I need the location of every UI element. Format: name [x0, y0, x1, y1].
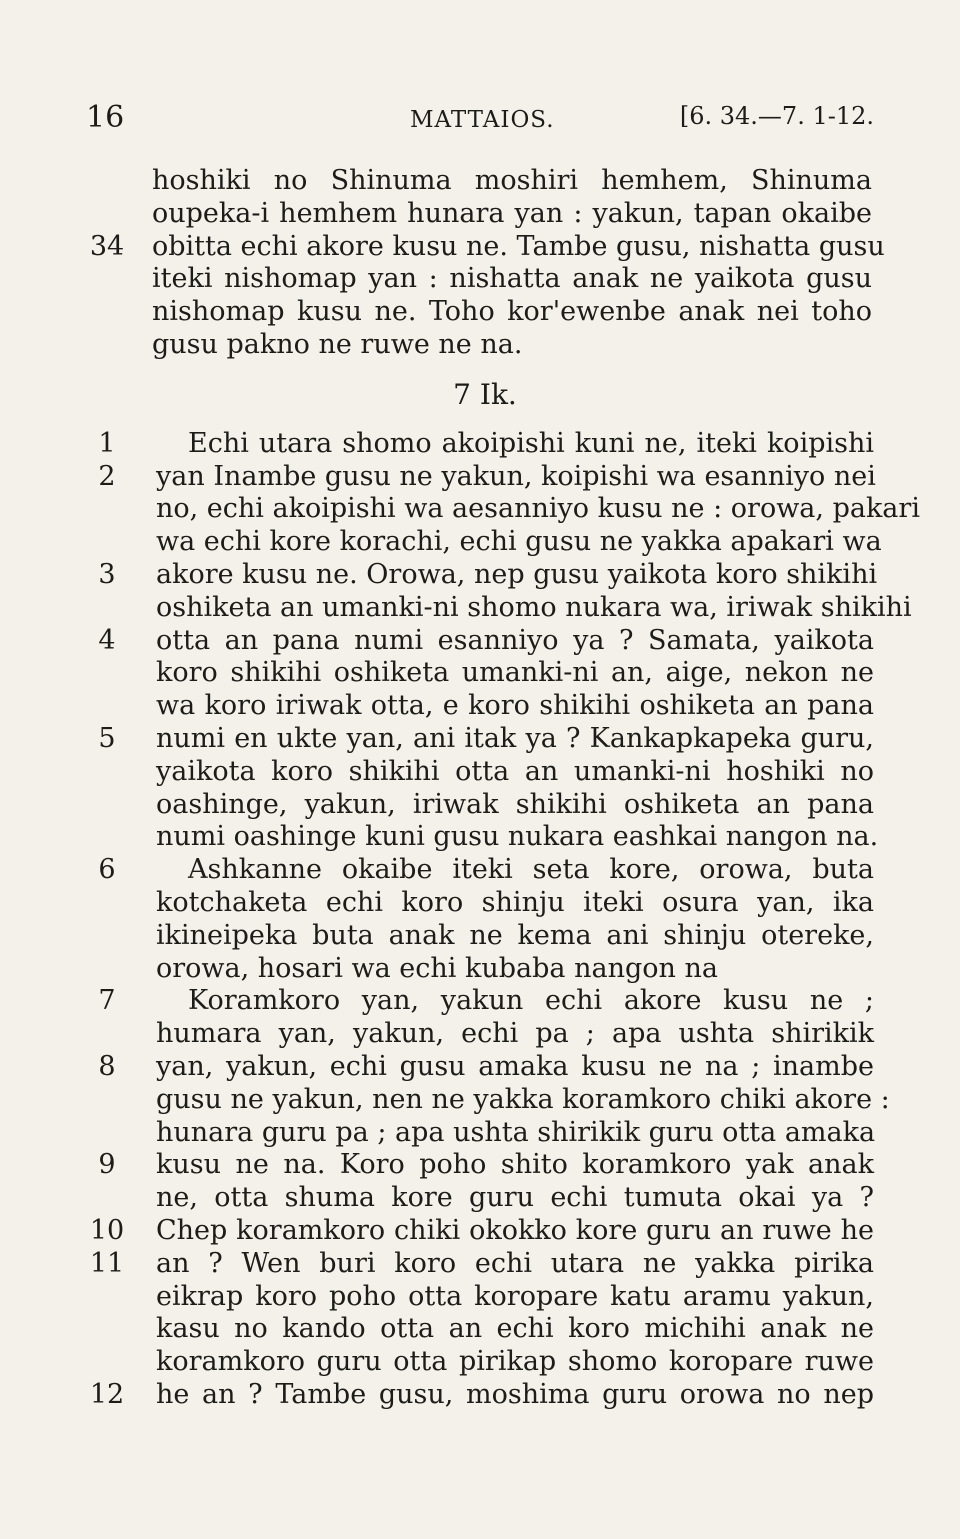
line-text: hunara guru pa ; apa ushta shirikik guru otta amaka: [156, 1116, 876, 1148]
text-line: [0, 592, 960, 625]
text-line: [0, 920, 960, 953]
line-text: oupeka-i hemhem hunara yan : yakun, tapan okaibe: [152, 197, 872, 229]
verse-number: 4: [98, 624, 116, 656]
verse-number: 10: [89, 1214, 125, 1246]
line-text: yaikota koro shikihi otta an umanki-ni hoshiki no: [156, 755, 874, 787]
text-line: [0, 1018, 960, 1051]
line-text: orowa, hosari wa echi kubaba nangon na: [156, 952, 718, 984]
verse-number: 5: [98, 722, 116, 754]
text-line: [0, 723, 960, 756]
page-header: [0, 100, 960, 140]
text-line: [0, 789, 960, 822]
line-text: otta an pana numi esanniyo ya ? Samata, yaikota: [156, 624, 874, 656]
text-line: [0, 625, 960, 658]
running-title: MATTAIOS.: [410, 107, 555, 133]
line-text: ne, otta shuma kore guru echi tumuta okai ya ?: [156, 1182, 874, 1214]
line-text: akore kusu ne. Orowa, nep gusu yaikota koro shikihi: [156, 558, 878, 590]
line-text: no, echi akoipishi wa aesanniyo kusu ne : orowa, pakari: [156, 493, 920, 525]
text-line: [0, 1313, 960, 1346]
line-text: hoshiki no Shinuma moshiri hemhem, Shinuma: [152, 165, 872, 196]
text-line: [0, 1051, 960, 1084]
verse-number: 7: [98, 985, 116, 1017]
text-line: [0, 559, 960, 592]
text-line: [0, 1379, 960, 1412]
text-line: [0, 329, 960, 362]
text-line: [0, 690, 960, 723]
text-line: [0, 1346, 960, 1379]
line-text: gusu pakno ne ruwe ne na.: [152, 328, 523, 360]
line-text: yan Inambe gusu ne yakun, koipishi wa esanniyo nei: [156, 460, 876, 492]
line-text: kotchaketa echi koro shinju iteki osura yan, ika: [156, 886, 874, 918]
line-text: kasu no kando otta an echi koro michihi anak ne: [156, 1313, 874, 1345]
chapter-verse-reference: [6. 34.—7. 1-12.: [679, 102, 874, 130]
text-line: [0, 428, 960, 461]
line-text: kusu ne na. Koro poho shito koramkoro yak anak: [156, 1149, 874, 1181]
line-text: Chep koramkoro chiki okokko kore guru an ruwe he: [156, 1214, 874, 1246]
line-text: yan, yakun, echi gusu amaka kusu ne na ; inambe: [156, 1050, 874, 1082]
verse-number: 6: [98, 854, 116, 886]
line-text: iteki nishomap yan : nishatta anak ne yaikota gusu: [152, 263, 872, 295]
text-line: [0, 953, 960, 986]
text-line: [0, 1084, 960, 1117]
line-text: wa koro iriwak otta, e koro shikihi oshiketa an pana: [156, 690, 874, 722]
text-line: [0, 657, 960, 690]
line-text: wa echi kore korachi, echi gusu ne yakka apakari wa: [156, 526, 882, 558]
body-text: [0, 165, 960, 1412]
chapter-7-text: [0, 428, 960, 1412]
line-text: numi oashinge kuni gusu nukara eashkai nangon na.: [156, 821, 879, 853]
line-text: nishomap kusu ne. Toho kor'ewenbe anak nei toho: [152, 296, 872, 328]
line-text: koramkoro guru otta pirikap shomo koropare ruwe: [156, 1346, 874, 1378]
text-line: [0, 756, 960, 789]
line-text: ikineipeka buta anak ne kema ani shinju otereke,: [156, 919, 874, 951]
verse-number: 9: [98, 1149, 116, 1181]
text-line: [0, 985, 960, 1018]
text-line: [0, 1248, 960, 1281]
text-line: [0, 231, 960, 264]
chapter-6-continuation: [0, 165, 960, 362]
line-text: Echi utara shomo akoipishi kuni ne, iteki koipishi: [188, 427, 874, 459]
text-line: [0, 263, 960, 296]
line-text: gusu ne yakun, nen ne yakka koramkoro chiki akore :: [156, 1083, 890, 1115]
line-text: an ? Wen buri koro echi utara ne yakka pirika: [156, 1247, 874, 1279]
verse-number: 1: [98, 427, 116, 459]
line-text: Ashkanne okaibe iteki seta kore, orowa, buta: [188, 854, 874, 886]
line-text: he an ? Tambe gusu, moshima guru orowa no nep: [156, 1378, 874, 1410]
verse-number: 8: [98, 1050, 116, 1082]
verse-number: 2: [98, 460, 116, 492]
page-number: 16: [86, 100, 125, 135]
text-line: [0, 296, 960, 329]
line-text: obitta echi akore kusu ne. Tambe gusu, nishatta gusu: [152, 230, 885, 262]
text-line: [0, 821, 960, 854]
verse-number: 3: [98, 558, 116, 590]
text-line: [0, 165, 960, 198]
verse-number: 34: [89, 230, 125, 262]
text-line: [0, 526, 960, 559]
verse-number: 12: [89, 1378, 125, 1410]
text-line: [0, 461, 960, 494]
text-line: [0, 493, 960, 526]
line-text: Koramkoro yan, yakun echi akore kusu ne ;: [188, 985, 874, 1017]
text-line: [0, 1117, 960, 1150]
line-text: koro shikihi oshiketa umanki-ni an, aige, nekon ne: [156, 657, 874, 689]
text-line: [0, 1215, 960, 1248]
line-text: eikrap koro poho otta koropare katu aramu yakun,: [156, 1280, 874, 1312]
text-line: [0, 198, 960, 231]
verse-number: 11: [89, 1247, 125, 1279]
text-line: [0, 854, 960, 887]
line-text: humara yan, yakun, echi pa ; apa ushta shirikik: [156, 1018, 874, 1050]
line-text: numi en ukte yan, ani itak ya ? Kankapkapeka guru,: [156, 722, 874, 754]
line-text: oashinge, yakun, iriwak shikihi oshiketa an pana: [156, 788, 874, 820]
text-line: [0, 1149, 960, 1182]
chapter-heading: 7 Ik.: [453, 377, 517, 411]
text-line: [0, 1281, 960, 1314]
text-line: [0, 887, 960, 920]
line-text: oshiketa an umanki-ni shomo nukara wa, iriwak shikihi: [156, 591, 912, 623]
text-line: [0, 1182, 960, 1215]
